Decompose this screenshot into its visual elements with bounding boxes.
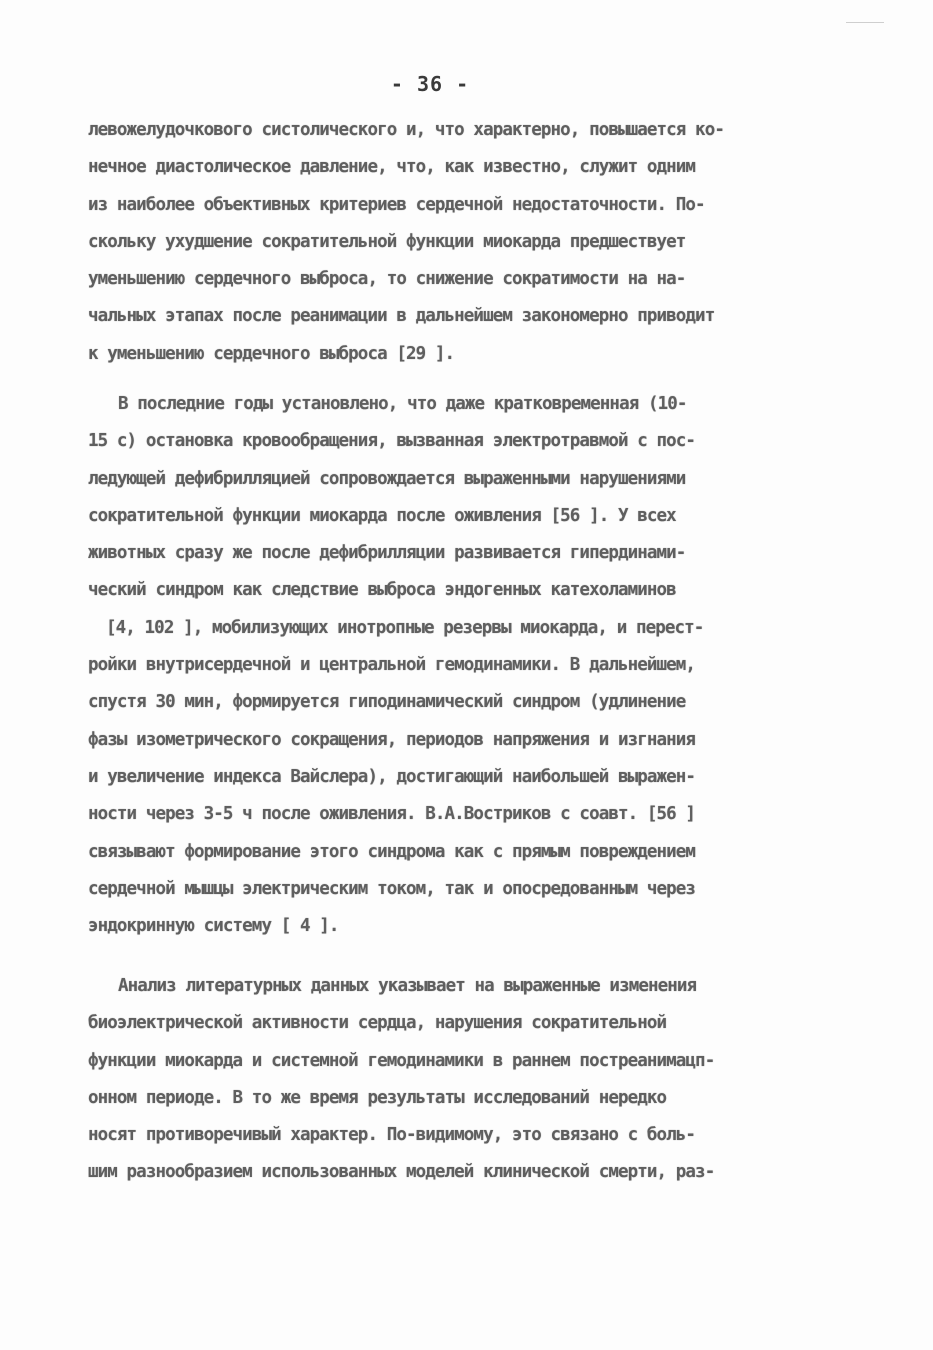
text-line: Анализ литературных данных указывает на выраженные изменения [118, 976, 697, 996]
text-line: носят противоречивый характер. По-видимому, это связано с боль- [88, 1125, 696, 1146]
paragraph-2 [88, 386, 858, 945]
text-line: сократительной функции миокарда после оживления [56 ]. У всех [88, 505, 676, 526]
text-line: нечное диастолическое давление, что, как известно, служит одним [88, 157, 696, 178]
text-line: функции миокарда и системной гемодинамики в раннем постреанимацп- [88, 1050, 715, 1071]
page-number: - 36 - [390, 72, 470, 96]
paragraph-3 [88, 968, 858, 1192]
text-line: скольку ухудшение сократительной функции миокарда предшествует [88, 231, 686, 252]
text-line: связывают формирование этого синдрома как с прямым повреждением [88, 841, 696, 862]
text-line: шим разнообразием использованных моделей клинической смерти, раз- [88, 1162, 715, 1183]
text-line: ледующей дефибрилляцией сопровождается выраженными нарушениями [88, 468, 686, 489]
text-line: 15 с) остановка кровообращения, вызванная электротравмой с пос- [88, 431, 696, 452]
text-line: онном периоде. В то же время результаты исследований нередко [88, 1087, 667, 1108]
paragraph-1 [88, 112, 858, 373]
text-line: левожелудочкового систолического и, что характерно, повышается ко- [88, 120, 724, 140]
text-line: В последние годы установлено, что даже кратковременная (10- [118, 394, 687, 414]
text-line: чальных этапах после реанимации в дальнейшем закономерно приводит [88, 306, 715, 327]
text-line: сердечной мышцы электрическим током, так и опосредованным через [88, 878, 696, 899]
text-line: эндокринную систему [ 4 ]. [88, 916, 339, 937]
text-line: к уменьшению сердечного выброса [29 ]. [88, 343, 455, 364]
text-line: ройки внутрисердечной и центральной гемодинамики. В дальнейшем, [88, 655, 696, 676]
text-line: спустя 30 мин, формируется гиподинамический синдром (удлинение [88, 692, 686, 713]
text-line: и увеличение индекса Вайслера), достигающий наибольшей выражен- [88, 766, 696, 787]
text-line: [4, 102 ], мобилизующих инотропные резервы миокарда, и перест- [106, 617, 704, 638]
text-line: биоэлектрической активности сердца, нарушения сократительной [88, 1013, 667, 1034]
text-line: уменьшению сердечного выброса, то снижение сократимости на на- [88, 269, 686, 290]
scan-corner-mark [846, 22, 884, 23]
text-line: фазы изометрического сокращения, периодов напряжения и изгнания [88, 729, 696, 750]
text-line: ческий синдром как следствие выброса эндогенных катехоламинов [88, 580, 676, 601]
text-line: из наиболее объективных критериев сердечной недостаточности. По- [88, 194, 705, 215]
text-line: ности через 3-5 ч после оживления. В.А.Востриков с соавт. [56 ] [88, 804, 696, 825]
text-line: животных сразу же после дефибрилляции развивается гипердинами- [88, 543, 686, 564]
